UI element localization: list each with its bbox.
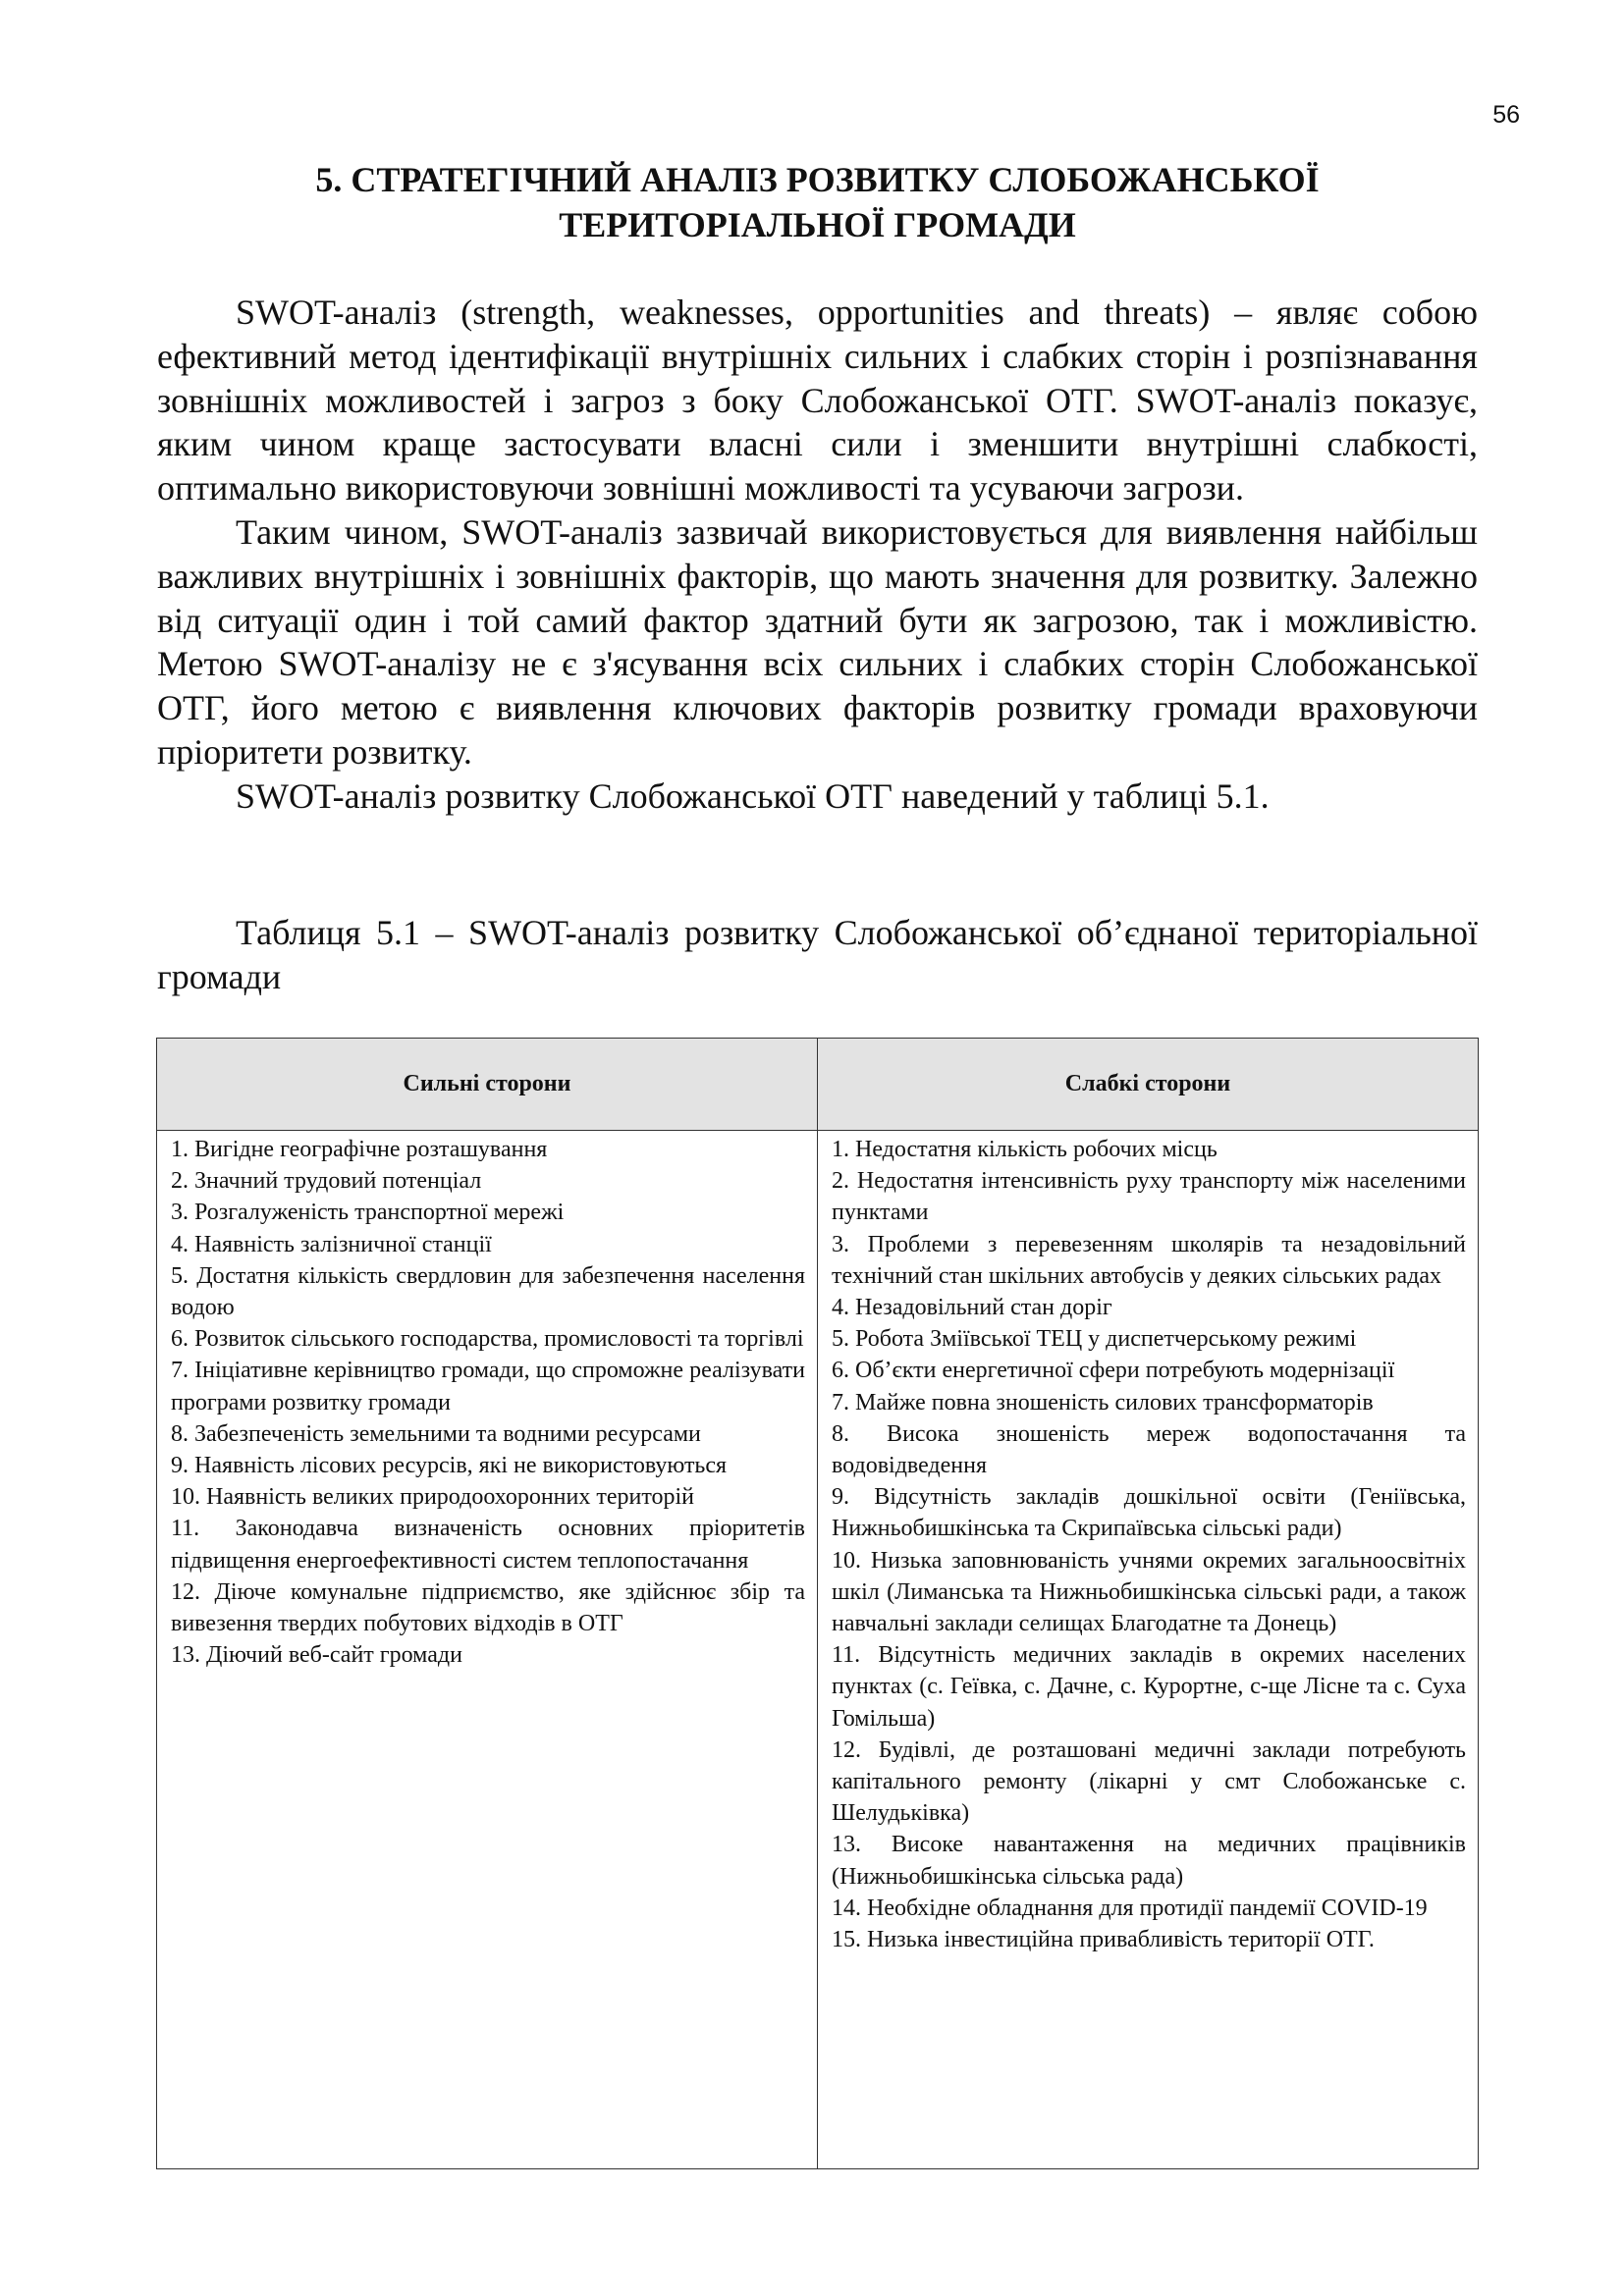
- body-text: [157, 291, 1478, 819]
- section-title-line-2: ТЕРИТОРІАЛЬНОЇ ГРОМАДИ: [559, 205, 1076, 244]
- strength-item: 1. Вигідне географічне розташування: [171, 1137, 548, 1162]
- strength-item: 11. Законодавча визначеність основних пріоритетів підвищення енергоефективності систем теплопостачання: [171, 1516, 805, 1574]
- weakness-item: 9. Відсутність закладів дошкільної освіти (Геніївська, Нижньобишкінська та Скрипаївська сільські ради): [832, 1484, 1466, 1542]
- swot-table: [156, 1038, 1479, 2169]
- weakness-item: 8. Висока зношеність мереж водопостачання та водовідведення: [832, 1420, 1466, 1479]
- weakness-item: 11. Відсутність медичних закладів в окремих населених пунктах (с. Геївка, с. Дачне, с. Курортне, с-ще Лісне та с. Суха Гомільша): [832, 1642, 1466, 1732]
- weaknesses-cell: [818, 1131, 1479, 2169]
- strength-item: 3. Розгалуженість транспортної мережі: [171, 1200, 565, 1226]
- weakness-item: 14. Необхідне обладнання для протидії пандемії COVID-19: [832, 1895, 1428, 1921]
- page-number: 56: [1492, 101, 1520, 129]
- weakness-item: 3. Проблеми з перевезенням школярів та незадовільний технічний стан шкільних автобусів у деяких сільських радах: [832, 1231, 1466, 1289]
- weakness-item: 10. Низька заповнюваність учнями окремих загальноосвітніх шкіл (Лиманська та Нижньобишкінська сільські ради, а також навчальні заклади селищах Благодатне та Донець): [832, 1547, 1466, 1637]
- strength-item: 10. Наявність великих природоохоронних територій: [171, 1484, 695, 1511]
- weakness-item: 2. Недостатня інтенсивність руху транспорту між населеними пунктами: [832, 1168, 1466, 1226]
- table-header-row: [157, 1039, 1479, 1131]
- weakness-item: 13. Високе навантаження на медичних працівників (Нижньобишкінська сільська рада): [832, 1832, 1466, 1890]
- weakness-item: 15. Низька інвестиційна привабливість території ОТГ.: [832, 1927, 1375, 1953]
- strength-item: 6. Розвиток сільського господарства, промисловості та торгівлі: [171, 1326, 804, 1353]
- strength-item: 2. Значний трудовий потенціал: [171, 1168, 482, 1195]
- strength-item: 12. Діюче комунальне підприємство, яке здійснює збір та вивезення твердих побутових відходів в ОТГ: [171, 1578, 805, 1637]
- section-title: [157, 157, 1478, 247]
- strength-item: 13. Діючий веб-сайт громади: [171, 1642, 462, 1669]
- strengths-cell: [157, 1131, 818, 2169]
- strength-item: 5. Достатня кількість свердловин для забезпечення населення водою: [171, 1262, 805, 1321]
- weakness-item: 7. Майже повна зношеність силових трансформаторів: [832, 1389, 1374, 1415]
- table-row: [157, 1131, 1479, 2169]
- header-weaknesses: Слабкі сторони: [818, 1039, 1479, 1131]
- strength-item: 9. Наявність лісових ресурсів, які не використовуються: [171, 1453, 728, 1479]
- weakness-item: 4. Незадовільний стан доріг: [832, 1295, 1112, 1321]
- paragraph-2: Таким чином, SWOT-аналіз зазвичай використовується для виявлення найбільш важливих внутрішніх і зовнішніх факторів, що мають значення для розвитку. Залежно від ситуації один і той самий фактор здатний бути як загрозою, так і можливістю. Метою SWOT-аналізу не є з'ясування всіх сильних і слабких сторін Слобожанської ОТГ, його метою є виявлення ключових факторів розвитку громади враховуючи пріоритети розвитку.: [157, 511, 1478, 772]
- section-title-line-1: 5. СТРАТЕГІЧНИЙ АНАЛІЗ РОЗВИТКУ СЛОБОЖАНСЬКОЇ: [315, 160, 1320, 199]
- table-caption: Таблиця 5.1 – SWOT-аналіз розвитку Слобожанської об’єднаної територіальної громади: [157, 913, 1478, 996]
- header-strengths: Сильні сторони: [157, 1039, 818, 1131]
- weakness-item: 5. Робота Зміївської ТЕЦ у диспетчерському режимі: [832, 1326, 1357, 1353]
- strength-item: 8. Забезпеченість земельними та водними ресурсами: [171, 1420, 701, 1447]
- paragraph-1: SWOT-аналіз (strength, weaknesses, opportunities and threats) – являє собою ефективний метод ідентифікації внутрішніх сильних і слабких сторін і розпізнавання зовнішніх можливостей і загроз з боку Слобожанської ОТГ. SWOT-аналіз показує, яким чином краще застосувати власні сили і зменшити внутрішні слабкості, оптимально використовуючи зовнішні можливості та усуваючи загрози.: [157, 293, 1478, 508]
- weakness-item: 6. Об’єкти енергетичної сфери потребують модернізації: [832, 1358, 1395, 1384]
- weakness-item: 1. Недостатня кількість робочих місць: [832, 1137, 1218, 1162]
- strength-item: 4. Наявність залізничної станції: [171, 1231, 492, 1257]
- weakness-item: 12. Будівлі, де розташовані медичні заклади потребують капітального ремонту (лікарні у смт Слобожанське с. Шелудьківка): [832, 1736, 1466, 1827]
- strength-item: 7. Ініціативне керівництво громади, що спроможне реалізувати програми розвитку громади: [171, 1358, 805, 1415]
- paragraph-3: SWOT-аналіз розвитку Слобожанської ОТГ наведений у таблиці 5.1.: [236, 775, 1270, 816]
